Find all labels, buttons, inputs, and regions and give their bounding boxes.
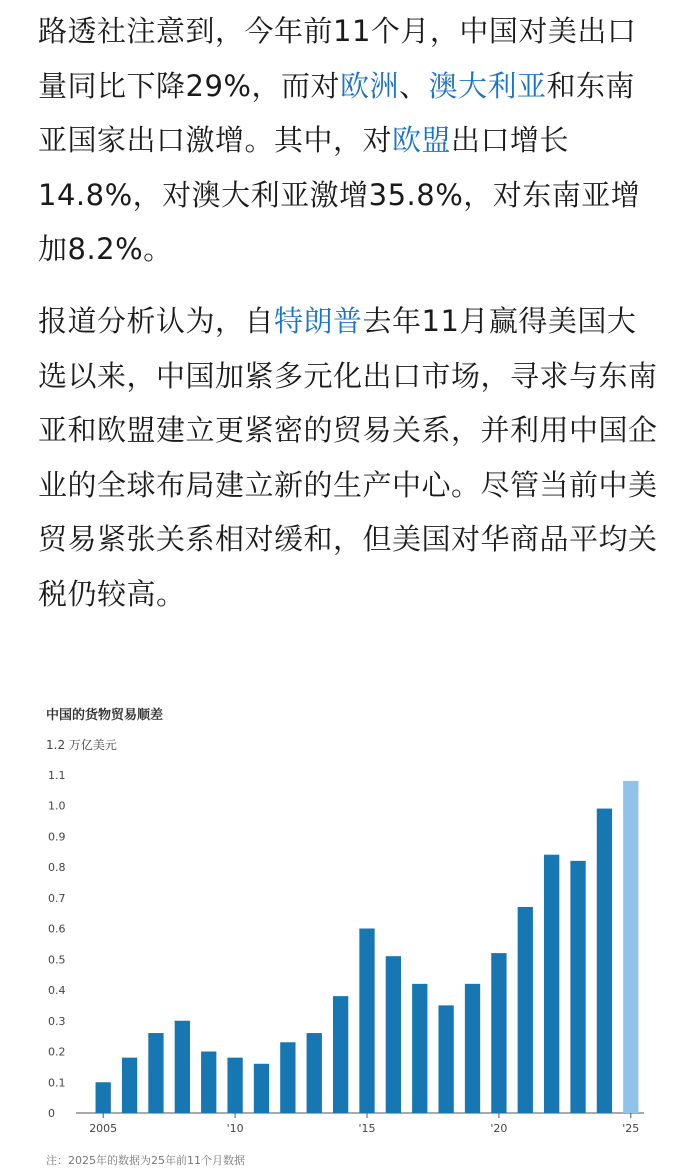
y-tick-label: 0.1 bbox=[48, 1076, 66, 1090]
bar-2005 bbox=[96, 1082, 111, 1113]
bar-2015 bbox=[359, 929, 374, 1114]
bar-2007 bbox=[148, 1033, 163, 1113]
y-tick-label: 0.9 bbox=[48, 830, 66, 844]
y-tick-label: 0 bbox=[48, 1107, 55, 1120]
bar-2012 bbox=[280, 1042, 295, 1113]
y-tick-label: 0.3 bbox=[48, 1014, 66, 1028]
x-tick-label: '20 bbox=[490, 1122, 508, 1135]
y-tick-label: 0.5 bbox=[48, 953, 66, 967]
y-tick-label: 0.2 bbox=[48, 1045, 66, 1059]
bar-2022 bbox=[544, 855, 559, 1113]
y-tick-label: 0.4 bbox=[48, 984, 66, 997]
bar-2023 bbox=[570, 861, 585, 1113]
para2-text-1: 报道分析认为，自 bbox=[38, 304, 275, 338]
bar-2024 bbox=[597, 809, 612, 1113]
x-tick-label: '25 bbox=[622, 1122, 640, 1135]
bar-2017 bbox=[412, 984, 427, 1113]
paragraph-2 bbox=[38, 294, 658, 621]
bar-2019 bbox=[465, 984, 480, 1113]
y-tick-label: 0.8 bbox=[48, 861, 66, 874]
bar-2013 bbox=[307, 1033, 322, 1113]
bar-2018 bbox=[438, 1005, 453, 1113]
para2-text-2: 去年11月赢得美国大选以来，中国加紧多元化出口市场，寻求与东南亚和欧盟建立更紧密的贸易关系，并利用中国企业的全球布局建立新的生产中心。尽管当前中美贸易紧张关系相对缓和，但美国对华商品平均关税仍较高。 bbox=[38, 304, 658, 611]
bar-2020 bbox=[491, 953, 506, 1113]
y-tick-label: 0.6 bbox=[48, 922, 66, 936]
bar-2011 bbox=[254, 1064, 269, 1113]
y-tick-label: 0.7 bbox=[48, 891, 66, 905]
bar-chart-svg bbox=[38, 690, 660, 1162]
para1-text-2: 、 bbox=[398, 68, 429, 103]
para1-text-3: 和东南亚国家出口激增。其中，对 bbox=[38, 68, 636, 157]
x-tick-label: '15 bbox=[358, 1122, 376, 1135]
bar-2025 bbox=[623, 781, 638, 1113]
chart-footnote: 注：2025年的数据为25年前11个月数据 bbox=[46, 1154, 245, 1167]
bar-2009 bbox=[201, 1052, 216, 1114]
x-tick-label: '10 bbox=[226, 1122, 244, 1135]
bar-2021 bbox=[518, 907, 533, 1113]
bar-2010 bbox=[227, 1058, 242, 1113]
bar-2006 bbox=[122, 1058, 137, 1113]
link-eu[interactable]: 欧盟 bbox=[392, 123, 452, 157]
paragraph-1 bbox=[38, 4, 658, 277]
chart-unit-label: 1.2 万亿美元 bbox=[46, 738, 117, 752]
chart-title: 中国的货物贸易顺差 bbox=[46, 708, 164, 723]
bar-2014 bbox=[333, 996, 348, 1113]
y-tick-label: 1.1 bbox=[48, 768, 66, 782]
bar-2016 bbox=[386, 956, 401, 1113]
link-australia[interactable]: 澳大利亚 bbox=[428, 68, 547, 103]
link-trump[interactable]: 特朗普 bbox=[274, 304, 363, 338]
trade-surplus-chart bbox=[38, 690, 660, 1167]
link-europe[interactable]: 欧洲 bbox=[339, 68, 399, 103]
y-tick-label: 1.0 bbox=[48, 799, 66, 813]
para1-text-4: 出口增长14.8%，对澳大利亚激增35.8%，对东南亚增加8.2%。 bbox=[38, 123, 641, 266]
para1-text-1: 路透社注意到，今年前11个月，中国对美出口量同比下降29%，而对 bbox=[38, 14, 637, 103]
x-tick-label: 2005 bbox=[89, 1122, 118, 1135]
bar-2008 bbox=[175, 1021, 190, 1113]
